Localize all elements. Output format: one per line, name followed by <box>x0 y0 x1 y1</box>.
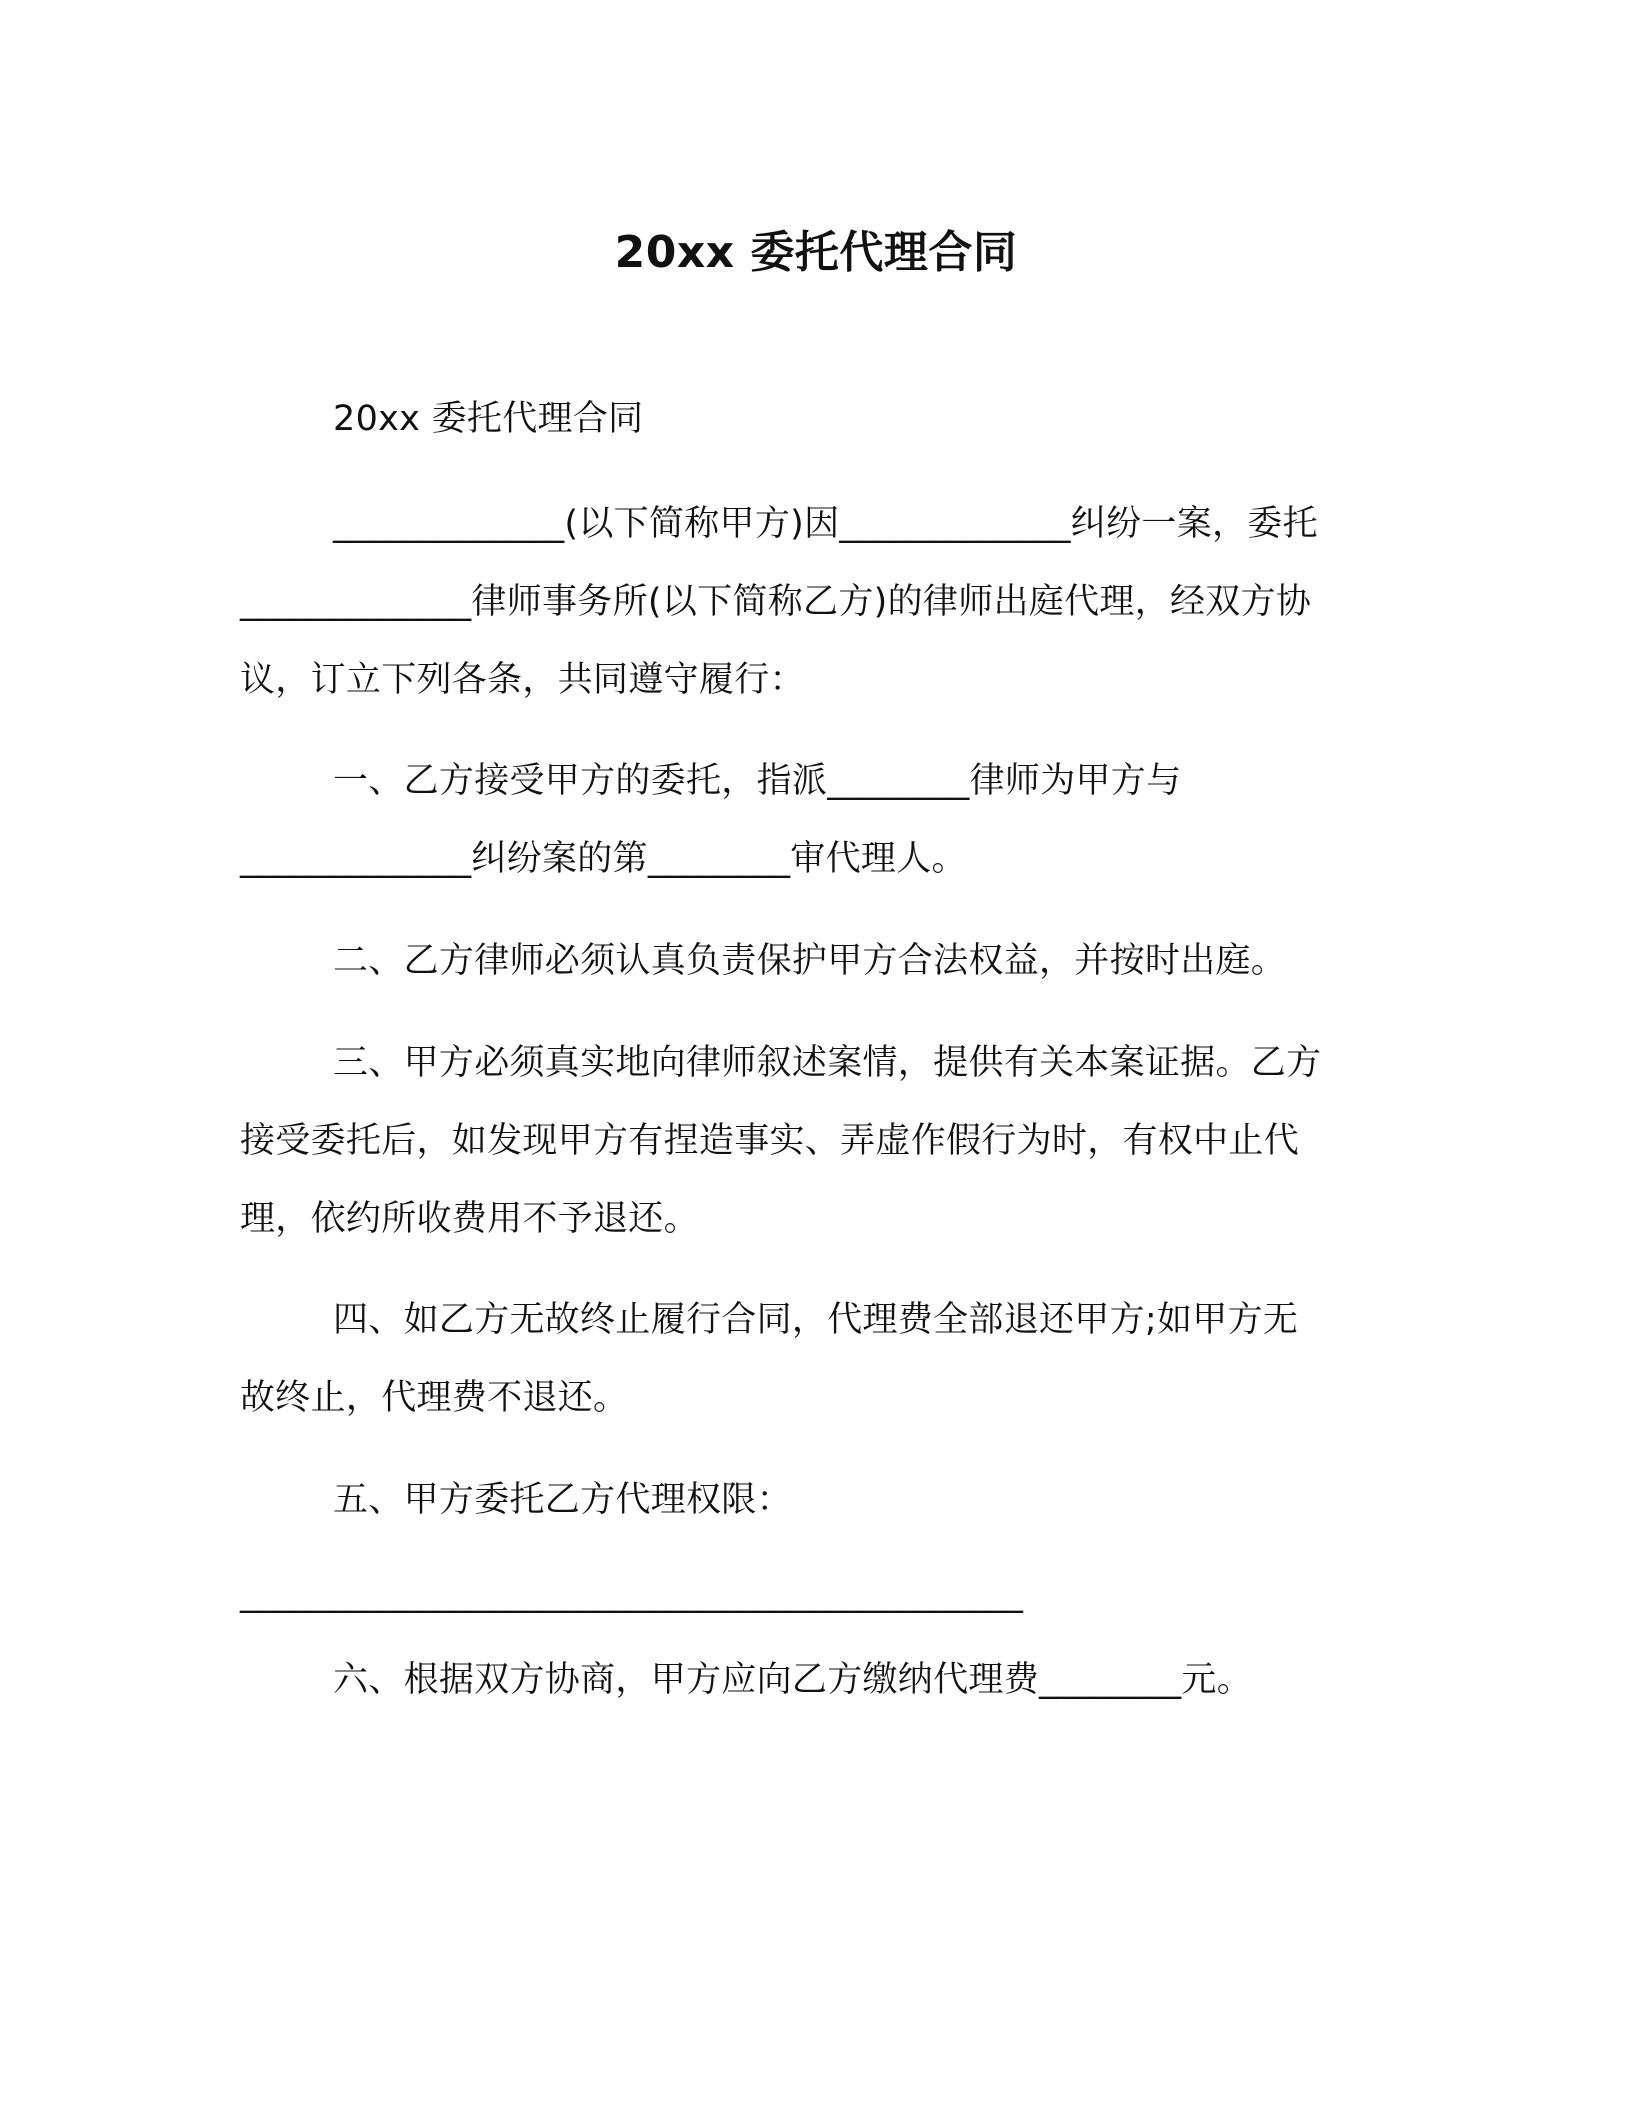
clause-1-line-2: _____________纠纷案的第________审代理人。 <box>240 839 967 879</box>
clause-5-line-1: 五、甲方委托乙方代理权限： <box>333 1480 792 1520</box>
clause-1-line-1: 一、乙方接受甲方的委托，指派________律师为甲方与 <box>333 761 1182 801</box>
clause-2-line-1: 二、乙方律师必须认真负责保护甲方合法权益，并按时出庭。 <box>333 941 1287 981</box>
intro-line-3: 议，订立下列各条，共同遵守履行： <box>240 660 805 700</box>
clause-5-blank-line: ____________________________________________ <box>240 1574 1024 1614</box>
clause-4-line-2: 故终止，代理费不退还。 <box>240 1378 629 1418</box>
clause-3-line-2: 接受委托后，如发现甲方有捏造事实、弄虚作假行为时，有权中止代 <box>240 1121 1300 1161</box>
intro-line-2: _____________律师事务所(以下简称乙方)的律师出庭代理，经双方协 <box>240 582 1312 622</box>
clause-4-line-1: 四、如乙方无故终止履行合同，代理费全部退还甲方;如甲方无 <box>333 1300 1299 1340</box>
clause-3-line-3: 理，依约所收费用不予退还。 <box>240 1199 699 1239</box>
document-subtitle: 20xx 委托代理合同 <box>333 399 644 439</box>
intro-line-1: _____________(以下简称甲方)因_____________纠纷一案，委托 <box>333 504 1318 544</box>
clause-3-line-1: 三、甲方必须真实地向律师叙述案情，提供有关本案证据。乙方 <box>333 1043 1322 1083</box>
clause-6-line-1: 六、根据双方协商，甲方应向乙方缴纳代理费________元。 <box>333 1660 1253 1700</box>
document-title: 20xx 委托代理合同 <box>614 227 1018 278</box>
